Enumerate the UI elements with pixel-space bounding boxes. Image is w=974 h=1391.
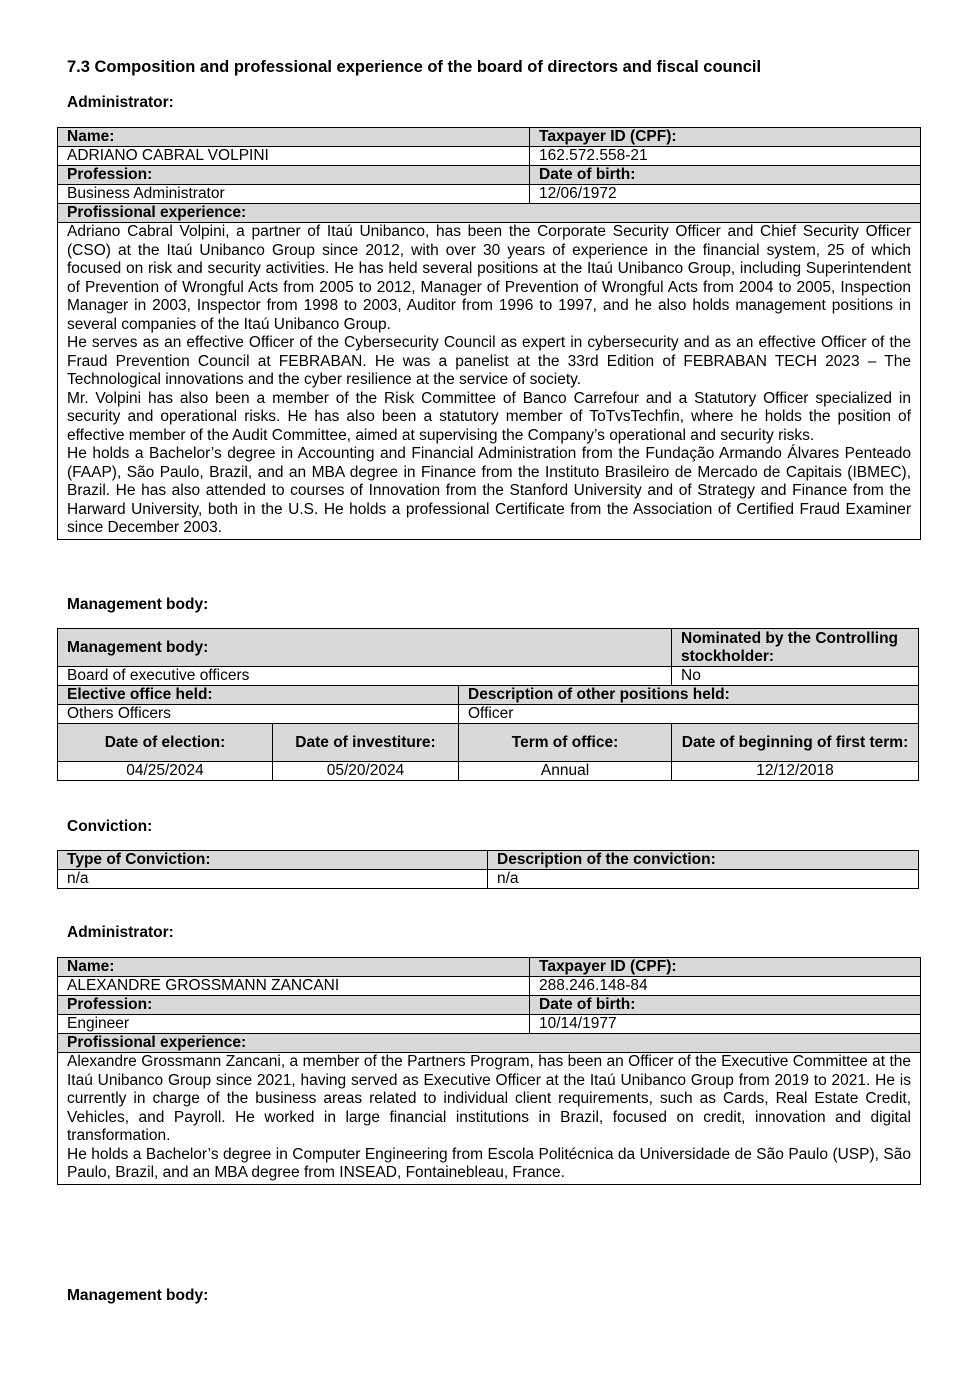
profession-value: Business Administrator xyxy=(58,185,530,204)
professional-experience-text xyxy=(58,1053,921,1185)
nominated-value: No xyxy=(672,667,919,686)
date-of-election-label: Date of election: xyxy=(58,724,273,762)
administrator-table xyxy=(57,127,921,540)
taxpayer-id-label: Taxpayer ID (CPF): xyxy=(530,958,921,977)
nominated-label: Nominated by the Controlling stockholder: xyxy=(672,629,919,667)
management-body-section-label: Management body: xyxy=(67,596,209,613)
date-of-birth-label: Date of birth: xyxy=(530,166,921,185)
experience-paragraph: He serves as an effective Officer of the Cybersecurity Council as expert in cybersecurity and as an effective Officer of the Fraud Prevention Council at FEBRABAN. He was a panelist at the 33rd Edition of FEBRABAN TECH 2023 – The Technological innovations and the cyber resilience at the service of society. xyxy=(67,334,911,388)
management-body-section-label: Management body: xyxy=(67,1287,209,1304)
profession-label: Profession: xyxy=(58,166,530,185)
term-of-office-label: Term of office: xyxy=(459,724,672,762)
name-value: ADRIANO CABRAL VOLPINI xyxy=(58,147,530,166)
date-of-birth-label: Date of birth: xyxy=(530,996,921,1015)
professional-experience-label: Profissional experience: xyxy=(58,1034,921,1053)
management-body-label: Management body: xyxy=(58,629,672,667)
elective-office-label: Elective office held: xyxy=(58,686,459,705)
date-of-investiture-label: Date of investiture: xyxy=(273,724,459,762)
date-first-term-value: 12/12/2018 xyxy=(672,762,919,781)
administrator-label: Administrator: xyxy=(67,924,174,941)
name-value: ALEXANDRE GROSSMANN ZANCANI xyxy=(58,977,530,996)
taxpayer-id-label: Taxpayer ID (CPF): xyxy=(530,128,921,147)
date-of-birth-value: 12/06/1972 xyxy=(530,185,921,204)
experience-paragraph: He holds a Bachelor’s degree in Accounting and Financial Administration from the Fundação Armando Álvares Penteado (FAAP), São Paulo, Brazil, and an MBA degree in Finance from the Instituto Brasileiro de Mercado de Capitais (IBMEC), Brazil. He has also attended to courses of Innovation from the Stanford University and of Strategy and Finance from the Harward University, both in the U.S. He holds a professional Certificate from the Association of Certified Fraud Examiner since December 2003. xyxy=(67,445,911,536)
other-positions-label: Description of other positions held: xyxy=(459,686,919,705)
professional-experience-text xyxy=(58,223,921,540)
experience-paragraph: He holds a Bachelor’s degree in Computer Engineering from Escola Politécnica da Universidade de São Paulo (USP), São Paulo, Brazil, and an MBA degree from INSEAD, Fontainebleau, France. xyxy=(67,1145,911,1181)
experience-paragraph: Adriano Cabral Volpini, a partner of Itaú Unibanco, has been the Corporate Security Officer and Chief Security Officer (CSO) at the Itaú Unibanco Group since 2012, with over 30 years of experience in the financial system, 25 of which focused on risk and security activities. He has held several positions at the Itaú Unibanco Group, including Superintendent of Prevention of Wrongful Acts from 2005 to 2012, Manager of Prevention of Wrongful Acts from 2004 to 2005, Inspection Manager in 2003, Inspector from 1998 to 2003, Auditor from 1996 to 1997, and he also holds management positions in several companies of the Itaú Unibanco Group. xyxy=(67,223,911,333)
profession-label: Profession: xyxy=(58,996,530,1015)
taxpayer-id-value: 288.246.148-84 xyxy=(530,977,921,996)
description-of-conviction-value: n/a xyxy=(488,870,919,889)
professional-experience-label: Profissional experience: xyxy=(58,204,921,223)
management-body-value: Board of executive officers xyxy=(58,667,672,686)
date-first-term-label: Date of beginning of first term: xyxy=(672,724,919,762)
name-label: Name: xyxy=(58,128,530,147)
name-label: Name: xyxy=(58,958,530,977)
type-of-conviction-value: n/a xyxy=(58,870,488,889)
description-of-conviction-label: Description of the conviction: xyxy=(488,851,919,870)
profession-value: Engineer xyxy=(58,1015,530,1034)
elective-office-value: Others Officers xyxy=(58,705,459,724)
date-of-election-value: 04/25/2024 xyxy=(58,762,273,781)
date-of-investiture-value: 05/20/2024 xyxy=(273,762,459,781)
other-positions-value: Officer xyxy=(459,705,919,724)
page-title: 7.3 Composition and professional experience of the board of directors and fiscal council xyxy=(67,58,762,76)
administrator-table xyxy=(57,957,921,1185)
term-of-office-value: Annual xyxy=(459,762,672,781)
date-of-birth-value: 10/14/1977 xyxy=(530,1015,921,1034)
experience-paragraph: Alexandre Grossmann Zancani, a member of the Partners Program, has been an Officer of the Executive Committee at the Itaú Unibanco Group since 2021, having served as Executive Officer at the Itaú Unibanco Group from 2019 to 2021. He is currently in charge of the business areas related to individual client requirements, such as Cards, Real Estate Credit, Vehicles, and Payroll. He worked in large financial institutions in Brazil, focused on credit, innovation and digital transformation. xyxy=(67,1053,911,1144)
management-body-table xyxy=(57,628,919,781)
experience-paragraph: Mr. Volpini has also been a member of the Risk Committee of Banco Carrefour and a Statutory Officer specialized in security and operational risks. He has also been a statutory member of ToTvsTechfin, where he holds the position of effective member of the Audit Committee, aimed at supervising the Company’s operational and security risks. xyxy=(67,389,911,444)
taxpayer-id-value: 162.572.558-21 xyxy=(530,147,921,166)
type-of-conviction-label: Type of Conviction: xyxy=(58,851,488,870)
conviction-table xyxy=(57,850,919,889)
conviction-section-label: Conviction: xyxy=(67,818,153,835)
administrator-label: Administrator: xyxy=(67,94,174,111)
